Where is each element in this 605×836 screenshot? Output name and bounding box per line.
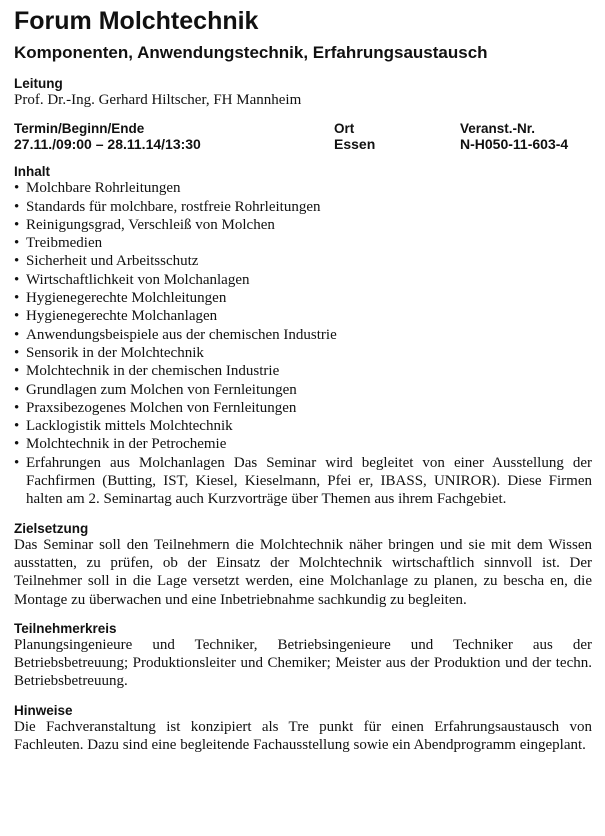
inhalt-list-item	[14, 417, 592, 435]
teilnehmerkreis-text: Planungsingenieure und Techniker, Betriebsingenieure und Techniker aus der Betriebsbetreuung; Produktionsleiter und Chemiker; Meister aus der Produktion und der techn. Betriebsbetreuung.	[14, 636, 592, 690]
inhalt-list-item	[14, 234, 592, 252]
bullet-icon: •	[14, 381, 20, 398]
inhalt-item-text: Grundlagen zum Molchen von Fernleitungen	[26, 381, 297, 398]
bullet-icon: •	[14, 326, 20, 343]
inhalt-list-item	[14, 435, 592, 453]
zielsetzung-label: Zielsetzung	[14, 520, 89, 536]
page-subtitle: Komponenten, Anwendungstechnik, Erfahrungsaustausch	[14, 43, 488, 62]
bullet-icon: •	[14, 344, 20, 361]
inhalt-item-text: Reinigungsgrad, Verschleiß von Molchen	[26, 216, 275, 233]
inhalt-list-item	[14, 454, 592, 509]
inhalt-item-text: Sicherheit und Arbeitsschutz	[26, 253, 199, 270]
inhalt-item-text: Sensorik in der Molchtechnik	[26, 344, 204, 361]
inhalt-item-text: Wirtschaftlichkeit von Molchanlagen	[26, 271, 250, 288]
termin-value: 27.11./09:00 – 28.11.14/13:30	[14, 136, 201, 153]
bullet-icon: •	[14, 363, 20, 380]
zielsetzung-section	[14, 521, 592, 609]
inhalt-item-text: Molchbare Rohrleitungen	[26, 180, 181, 197]
bullet-icon: •	[14, 253, 20, 270]
hinweise-label: Hinweise	[14, 702, 73, 718]
termin-label: Termin/Beginn/Ende	[14, 121, 145, 137]
bullet-icon: •	[14, 271, 20, 288]
inhalt-list-item	[14, 362, 592, 380]
bullet-icon: •	[14, 290, 20, 307]
inhalt-list-item	[14, 344, 592, 362]
leitung-value: Prof. Dr.-Ing. Gerhard Hiltscher, FH Mannheim	[14, 92, 302, 108]
inhalt-label: Inhalt	[14, 164, 50, 180]
inhalt-list-item	[14, 216, 592, 234]
inhalt-list-item	[14, 271, 592, 289]
inhalt-list-item	[14, 289, 592, 307]
inhalt-item-text: Treibmedien	[26, 235, 103, 252]
bullet-icon: •	[14, 418, 20, 435]
ort-value: Essen	[334, 136, 376, 153]
inhalt-list-item	[14, 252, 592, 270]
inhalt-item-text: Molchtechnik in der chemischen Industrie	[26, 363, 280, 380]
veranst-nr-value: N-H050-11-603-4	[460, 136, 569, 153]
inhalt-item-text: Erfahrungen aus Molchanlagen Das Seminar wird begleitet von einer Ausstellung der Fachfirmen (Butting, IST, Kiesel, Kieselmann, Pfei er, IBASS, UNIROR). Diese Firmen halten am 2. Seminartag auch Kurzvorträge über Themen aus ihrem Fachgebiet.	[26, 454, 592, 508]
bullet-icon: •	[14, 216, 20, 233]
inhalt-item-text: Molchtechnik in der Petrochemie	[26, 436, 227, 453]
ort-label: Ort	[334, 121, 355, 137]
zielsetzung-text: Das Seminar soll den Teilnehmern die Molchtechnik näher bringen und sie mit dem Wissen ausstatten, zu prüfen, ob der Einsatz der Molchtechnik wirtschaftlich sinnvoll ist. Der Teilnehmer soll in die Lage versetzt werden, eine Molchanlage zu planen, zu bescha en, die Montage zu überwachen und eine Inbetriebnahme sachkundig zu begleiten.	[14, 536, 592, 608]
bullet-icon: •	[14, 235, 20, 252]
inhalt-list-item	[14, 198, 592, 216]
veranst-nr-label: Veranst.-Nr.	[460, 121, 536, 137]
bullet-icon: •	[14, 399, 20, 416]
inhalt-list-item	[14, 307, 592, 325]
inhalt-item-text: Lacklogistik mittels Molchtechnik	[26, 418, 233, 435]
bullet-icon: •	[14, 454, 20, 471]
event-details	[14, 121, 592, 152]
inhalt-item-text: Praxsibezogenes Molchen von Fernleitungen	[26, 399, 297, 416]
leitung-label: Leitung	[14, 76, 63, 91]
hinweise-section	[14, 703, 592, 755]
bullet-icon: •	[14, 180, 20, 197]
inhalt-list-item	[14, 381, 592, 399]
teilnehmerkreis-section	[14, 621, 592, 691]
teilnehmerkreis-label: Teilnehmerkreis	[14, 620, 117, 636]
inhalt-list-item	[14, 179, 592, 197]
inhalt-section	[14, 164, 592, 508]
hinweise-text: Die Fachveranstaltung ist konzipiert als Tre punkt für einen Erfahrungsaustausch von Fachleuten. Dazu sind eine begleitende Fachausstellung sowie ein Abendprogramm eingeplant.	[14, 718, 592, 754]
inhalt-list-item	[14, 326, 592, 344]
inhalt-list-item	[14, 399, 592, 417]
bullet-icon: •	[14, 308, 20, 325]
bullet-icon: •	[14, 436, 20, 453]
inhalt-item-text: Hygienegerechte Molchanlagen	[26, 308, 218, 325]
inhalt-item-text: Anwendungsbeispiele aus der chemischen Industrie	[26, 326, 337, 343]
inhalt-item-text: Hygienegerechte Molchleitungen	[26, 290, 227, 307]
bullet-icon: •	[14, 198, 20, 215]
inhalt-list	[14, 179, 592, 508]
inhalt-item-text: Standards für molchbare, rostfreie Rohrleitungen	[26, 198, 321, 215]
page-title: Forum Molchtechnik	[14, 7, 259, 35]
seminar-page	[14, 6, 592, 754]
leitung-section	[14, 76, 592, 109]
